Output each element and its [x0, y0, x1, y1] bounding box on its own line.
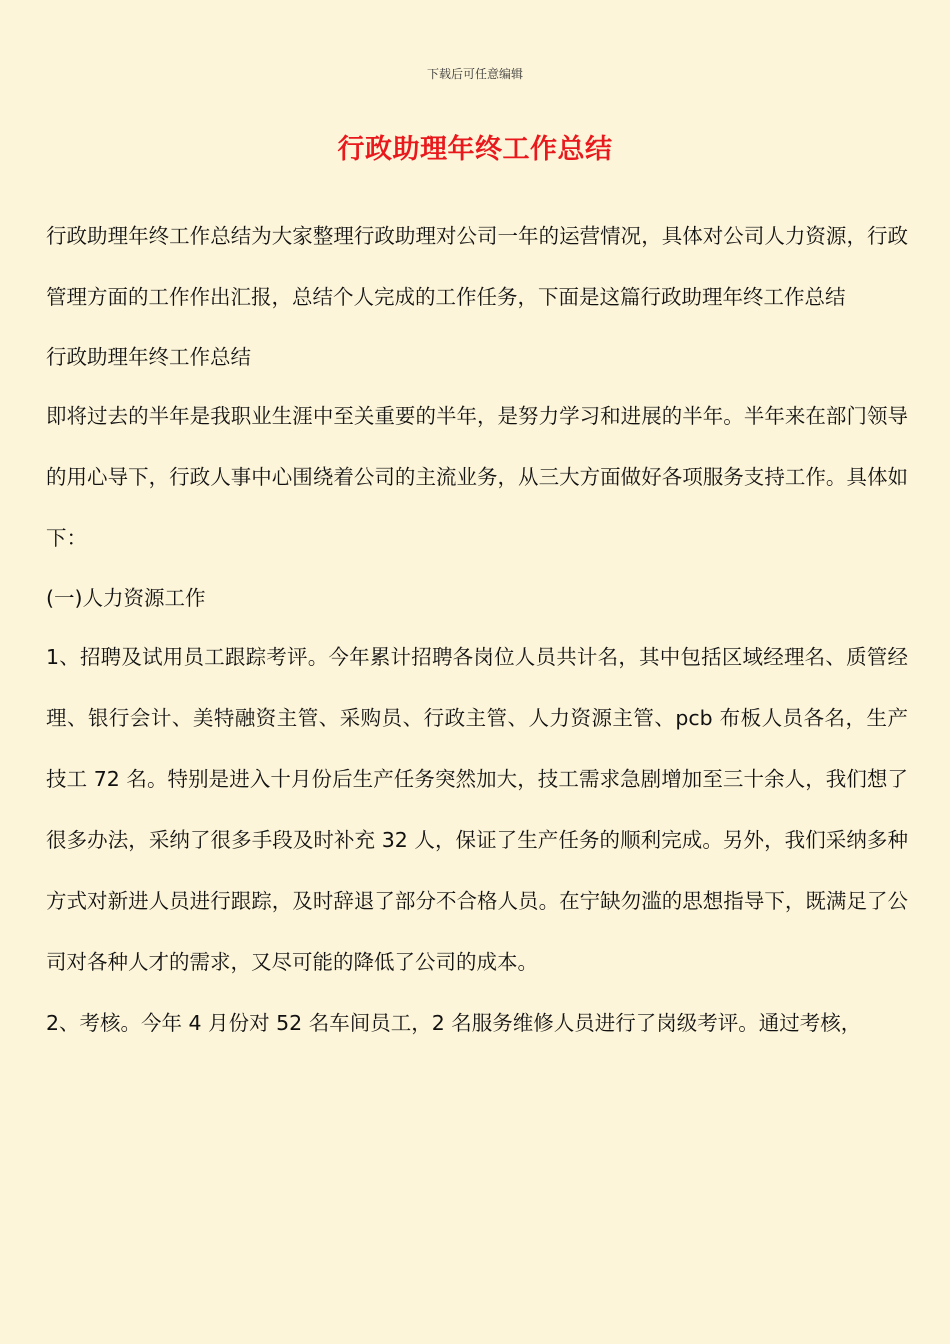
- assessment-paragraph: 2、考核。今年 4 月份对 52 名车间员工，2 名服务维修人员进行了岗级考评。通过考核，: [46, 1011, 862, 1035]
- overview-paragraph: 即将过去的半年是我职业生涯中至关重要的半年，是努力学习和进展的半年。半年来在部门领导的用心导下，行政人事中心围绕着公司的主流业务，从三大方面做好各项服务支持工作。具体如下：: [46, 404, 908, 550]
- document-body: [46, 206, 908, 1054]
- document-title: 行政助理年终工作总结: [337, 134, 613, 165]
- intro-paragraph: 行政助理年终工作总结为大家整理行政助理对公司一年的运营情况，具体对公司人力资源，行政管理方面的工作作出汇报，总结个人完成的工作任务，下面是这篇行政助理年终工作总结: [46, 224, 908, 309]
- recruitment-paragraph: 1、招聘及试用员工跟踪考评。今年累计招聘各岗位人员共计名，其中包括区域经理名、质管经理、银行会计、美特融资主管、采购员、行政主管、人力资源主管、pcb 布板人员各名，生产技工 72 名。特别是进入十月份后生产任务突然加大，技工需求急剧增加至三十余人，我们想了很多办法，采纳了很多手段及时补充 32 人，保证了生产任务的顺利完成。另外，我们采纳多种方式对新进人员进行跟踪，及时辞退了部分不合格人员。在宁缺勿滥的思想指导下，既满足了公司对各种人才的需求，又尽可能的降低了公司的成本。: [46, 645, 908, 974]
- subsection-heading-hr: (一)人力资源工作: [46, 586, 206, 610]
- section-heading: 行政助理年终工作总结: [46, 345, 251, 369]
- watermark-text: 下载后可任意编辑: [426, 67, 523, 81]
